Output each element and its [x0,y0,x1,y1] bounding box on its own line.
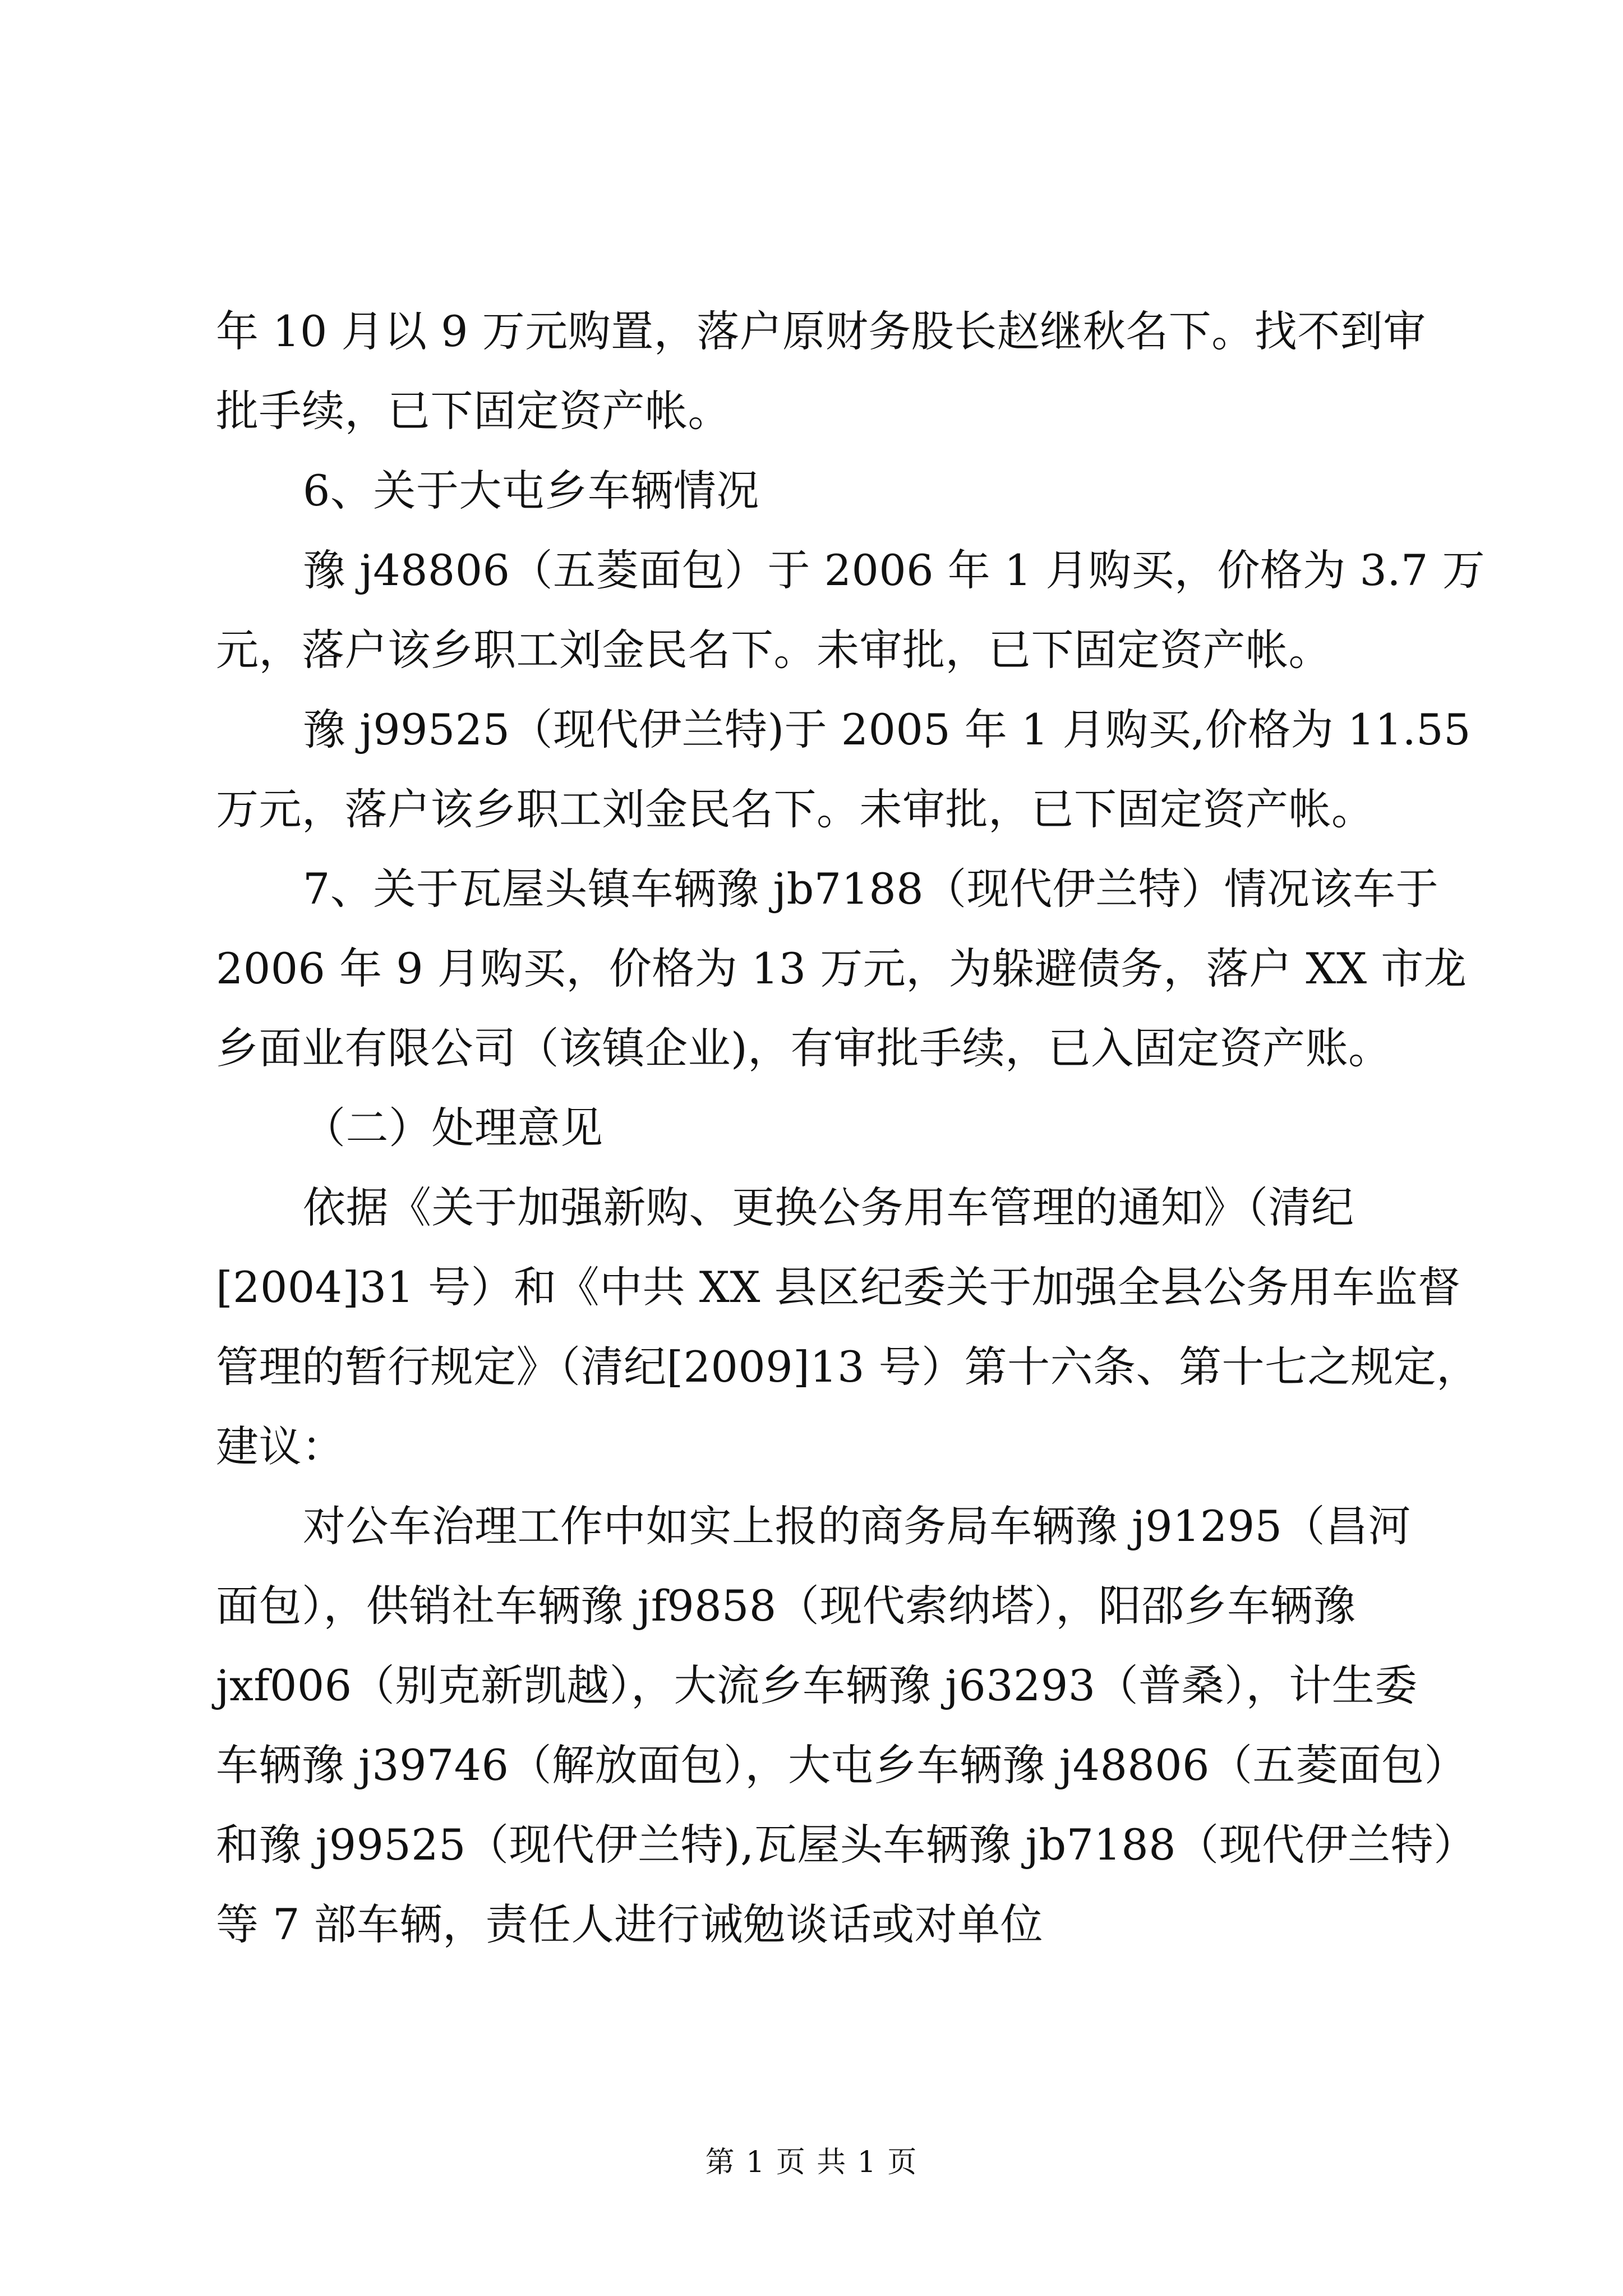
text-line: 建议： [216,1421,345,1471]
text-line: [2004]31 号）和《中共 XX 县区纪委关于加强全县公务用车监督 [216,1262,1461,1312]
text-line: 依据《关于加强新购、更换公务用车管理的通知》（清纪 [303,1182,1354,1232]
text-line: 豫 j99525（现代伊兰特)于 2005 年 1 月购买,价格为 11.55 [303,705,1471,754]
text-line: 豫 j48806（五菱面包）于 2006 年 1 月购买，价格为 3.7 万 [303,545,1486,595]
text-line: 车辆豫 j39746（解放面包），大屯乡车辆豫 j48806（五菱面包） [216,1740,1467,1790]
text-line: 2006 年 9 月购买，价格为 13 万元，为躲避债务，落户 XX 市龙 [216,944,1467,993]
text-line: 面包），供销社车辆豫 jf9858（现代索纳塔），阳邵乡车辆豫 [216,1581,1356,1631]
text-line: 6、关于大屯乡车辆情况 [303,466,759,516]
text-line: 年 10 月以 9 万元购置，落户原财务股长赵继秋名下。找不到审 [216,306,1426,356]
text-line: （二）处理意见 [303,1103,603,1153]
text-line: 管理的暂行规定》（清纪[2009]13 号）第十六条、第十七之规定， [216,1342,1479,1392]
document-body [216,292,1486,1964]
text-line: jxf006（别克新凯越），大流乡车辆豫 j63293（普桑），计生委 [216,1660,1418,1710]
text-line: 和豫 j99525（现代伊兰特),瓦屋头车辆豫 jb7188（现代伊兰特） [216,1820,1477,1870]
text-line: 批手续，已下固定资产帐。 [216,386,731,436]
page-footer: 第 1 页 共 1 页 [705,2146,918,2179]
text-line: 乡面业有限公司（该镇企业)，有审批手续，已入固定资产账。 [216,1023,1391,1073]
text-line: 等 7 部车辆，责任人进行诫勉谈话或对单位 [216,1899,1044,1949]
text-line: 对公车治理工作中如实上报的商务局车辆豫 j91295（昌河 [303,1501,1411,1551]
text-line: 元，落户该乡职工刘金民名下。未审批，已下固定资产帐。 [216,625,1331,675]
text-line: 7、关于瓦屋头镇车辆豫 jb7188（现代伊兰特）情况该车于 [303,864,1439,914]
text-line: 万元，落户该乡职工刘金民名下。未审批，已下固定资产帐。 [216,784,1375,834]
